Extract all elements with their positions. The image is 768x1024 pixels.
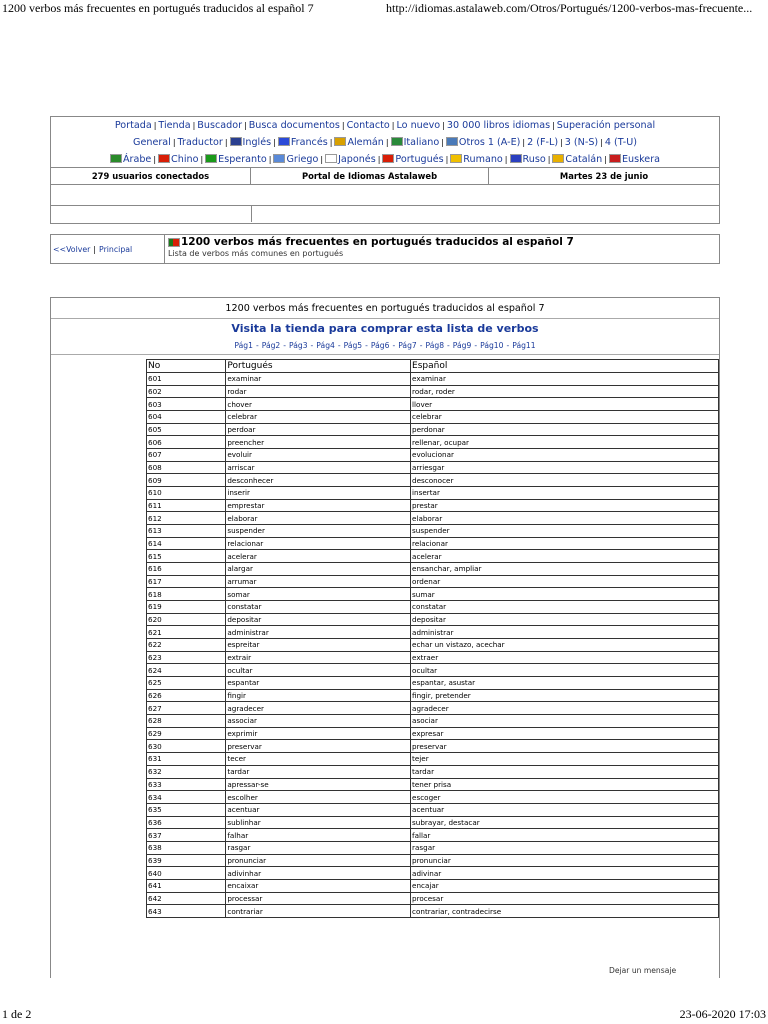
column-header-portuguese: Portugués — [226, 360, 411, 373]
nav-link-3[interactable]: Busca documentos — [248, 120, 340, 131]
blank-row — [51, 206, 719, 222]
verb-number: 622 — [147, 639, 226, 652]
world-flag-icon — [446, 137, 458, 146]
spanish-translation: relacionar — [411, 537, 719, 550]
verb-number: 610 — [147, 487, 226, 500]
table-row — [147, 829, 719, 842]
separator: | — [200, 155, 204, 164]
spanish-translation: preservar — [411, 740, 719, 753]
portuguese-verb: exprimir — [226, 727, 411, 740]
spanish-translation: desconocer — [411, 474, 719, 487]
spanish-translation: agradecer — [411, 702, 719, 715]
gr-flag-icon — [273, 154, 285, 163]
table-row — [147, 689, 719, 702]
table-row — [147, 512, 719, 525]
spanish-translation: contrariar, contradecirse — [411, 905, 719, 918]
portuguese-verb: falhar — [226, 829, 411, 842]
page-link[interactable]: Pág9 — [452, 341, 472, 350]
separator: | — [273, 138, 276, 147]
page-link[interactable]: Pág3 — [289, 341, 308, 350]
table-row — [147, 461, 719, 474]
nav-language-link[interactable]: 4 (T-U) — [604, 137, 637, 148]
separator: | — [600, 138, 603, 147]
nav-language-link[interactable]: Esperanto — [218, 154, 267, 165]
portuguese-verb: perdoar — [226, 423, 411, 436]
table-row — [147, 854, 719, 867]
print-page-title: 1200 verbos más frecuentes en portugués traducidos al español 7 — [2, 1, 314, 15]
table-row — [147, 525, 719, 538]
current-date: Martes 23 de junio — [559, 171, 649, 181]
spanish-translation: celebrar — [411, 411, 719, 424]
spanish-translation: suspender — [411, 525, 719, 538]
print-page-url: http://idiomas.astalaweb.com/Otros/Portugués/1200-verbos-mas-frecuente... — [386, 1, 753, 15]
table-row — [147, 816, 719, 829]
table-row — [147, 411, 719, 424]
verb-number: 620 — [147, 613, 226, 626]
verb-number: 636 — [147, 816, 226, 829]
portuguese-verb: elaborar — [226, 512, 411, 525]
site-navigation-box — [50, 116, 720, 224]
nav-language-link[interactable]: Árabe — [122, 154, 152, 165]
portuguese-verb: chover — [226, 398, 411, 411]
nav-language-link[interactable]: Portugués — [395, 154, 444, 165]
separator: | — [153, 155, 157, 164]
spanish-translation: depositar — [411, 613, 719, 626]
separator: - — [392, 341, 396, 350]
spanish-translation: ocultar — [411, 664, 719, 677]
separator: | — [391, 121, 395, 130]
ca-flag-icon — [552, 154, 564, 163]
portuguese-verb: desconhecer — [226, 474, 411, 487]
portuguese-verb: inserir — [226, 487, 411, 500]
table-row — [147, 373, 719, 386]
verb-number: 621 — [147, 626, 226, 639]
separator: | — [244, 121, 247, 130]
nav-link-7[interactable]: Superación personal — [556, 120, 656, 131]
separator: | — [153, 121, 157, 130]
spanish-translation: constatar — [411, 601, 719, 614]
nav-link-6[interactable]: 30 000 libros idiomas — [446, 120, 551, 131]
spanish-translation: fingir, pretender — [411, 689, 719, 702]
print-page-number: 1 de 2 — [2, 1007, 32, 1021]
separator: - — [419, 341, 423, 350]
nav-language-link[interactable]: Chino — [171, 154, 199, 165]
nav-language-link[interactable]: Ruso — [522, 154, 546, 165]
portugal-flag-icon — [168, 238, 180, 247]
spanish-translation: tardar — [411, 765, 719, 778]
separator: | — [560, 138, 563, 147]
fr-flag-icon — [278, 137, 290, 146]
portuguese-verb: depositar — [226, 613, 411, 626]
verb-number: 630 — [147, 740, 226, 753]
portuguese-verb: ocultar — [226, 664, 411, 677]
nav-language-link[interactable]: Griego — [286, 154, 319, 165]
portuguese-verb: fingir — [226, 689, 411, 702]
verb-number: 625 — [147, 677, 226, 690]
spanish-translation: perdonar — [411, 423, 719, 436]
verb-number: 602 — [147, 385, 226, 398]
page-link[interactable]: Pág2 — [261, 341, 281, 350]
spanish-translation: acentuar — [411, 803, 719, 816]
table-row — [147, 436, 719, 449]
verb-number: 624 — [147, 664, 226, 677]
separator: | — [224, 138, 228, 147]
separator: | — [192, 121, 196, 130]
table-row — [147, 449, 719, 462]
table-row — [147, 499, 719, 512]
sa-flag-icon — [110, 154, 122, 163]
separator: | — [504, 155, 508, 164]
page-title-box — [50, 234, 720, 264]
verb-number: 615 — [147, 550, 226, 563]
nav-language-link[interactable]: Japonés — [338, 154, 376, 165]
verb-number: 603 — [147, 398, 226, 411]
portuguese-verb: associar — [226, 715, 411, 728]
portuguese-verb: acelerar — [226, 550, 411, 563]
page-link[interactable]: Pág6 — [370, 341, 390, 350]
spanish-translation: evolucionar — [411, 449, 719, 462]
portuguese-verb: pronunciar — [226, 854, 411, 867]
table-row — [147, 905, 719, 918]
separator: - — [255, 341, 259, 350]
verb-number: 635 — [147, 803, 226, 816]
verb-number: 631 — [147, 753, 226, 766]
spanish-translation: expresar — [411, 727, 719, 740]
nav-language-link[interactable]: Traductor — [177, 137, 223, 148]
verb-number: 626 — [147, 689, 226, 702]
separator: | — [441, 138, 444, 147]
portuguese-verb: rodar — [226, 385, 411, 398]
spanish-translation: sumar — [411, 588, 719, 601]
separator: | — [385, 138, 389, 147]
portuguese-verb: preservar — [226, 740, 411, 753]
spanish-translation: llover — [411, 398, 719, 411]
table-row — [147, 563, 719, 576]
verb-number: 633 — [147, 778, 226, 791]
shop-link[interactable]: Visita la tienda para comprar esta lista de verbos — [231, 321, 539, 335]
spanish-translation: acelerar — [411, 550, 719, 563]
spanish-translation: insertar — [411, 487, 719, 500]
status-row — [51, 167, 719, 185]
spanish-translation: prestar — [411, 499, 719, 512]
pt-flag-icon — [382, 154, 394, 163]
separator: - — [447, 341, 450, 350]
verb-number: 612 — [147, 512, 226, 525]
portuguese-verb: tecer — [226, 753, 411, 766]
spanish-translation: ordenar — [411, 575, 719, 588]
portuguese-verb: sublinhar — [226, 816, 411, 829]
verb-number: 606 — [147, 436, 226, 449]
table-row — [147, 727, 719, 740]
verb-number: 613 — [147, 525, 226, 538]
verb-number: 643 — [147, 905, 226, 918]
verb-number: 634 — [147, 791, 226, 804]
table-row — [147, 702, 719, 715]
spanish-translation: espantar, asustar — [411, 677, 719, 690]
portuguese-verb: espantar — [226, 677, 411, 690]
table-row — [147, 613, 719, 626]
table-row — [147, 639, 719, 652]
separator: | — [522, 138, 526, 147]
table-row — [147, 664, 719, 677]
nav-link-2[interactable]: Buscador — [197, 120, 243, 131]
portuguese-verb: rasgar — [226, 841, 411, 854]
verb-list-box — [50, 297, 720, 978]
page-link[interactable]: Pág4 — [316, 341, 335, 350]
verb-number: 637 — [147, 829, 226, 842]
portuguese-verb: administrar — [226, 626, 411, 639]
ro-flag-icon — [450, 154, 462, 163]
back-links: <<Volver | Principal — [51, 235, 165, 263]
nav-language-link[interactable]: Inglés — [242, 137, 272, 148]
print-header — [0, 0, 768, 20]
separator: | — [445, 155, 449, 164]
portuguese-verb: suspender — [226, 525, 411, 538]
spanish-translation: asociar — [411, 715, 719, 728]
portuguese-verb: emprestar — [226, 499, 411, 512]
nav-row-languages-2 — [51, 151, 719, 168]
verb-number: 618 — [147, 588, 226, 601]
print-footer — [0, 1007, 768, 1024]
portuguese-verb: somar — [226, 588, 411, 601]
nav-language-link[interactable]: 2 (F-L) — [527, 137, 559, 148]
verb-number: 607 — [147, 449, 226, 462]
portuguese-verb: evoluir — [226, 449, 411, 462]
nav-language-link[interactable]: Otros 1 (A-E) — [458, 137, 521, 148]
page-link[interactable]: Pág8 — [425, 341, 445, 350]
portuguese-verb: extrair — [226, 651, 411, 664]
verb-number: 628 — [147, 715, 226, 728]
nav-link-5[interactable]: Lo nuevo — [396, 120, 441, 131]
verb-number: 629 — [147, 727, 226, 740]
print-datetime: 23-06-2020 17:03 — [679, 1007, 766, 1021]
portuguese-verb: tardar — [226, 765, 411, 778]
verb-number: 611 — [147, 499, 226, 512]
verb-number: 604 — [147, 411, 226, 424]
nav-link-4[interactable]: Contacto — [346, 120, 390, 131]
separator: - — [310, 341, 314, 350]
portuguese-verb: contrariar — [226, 905, 411, 918]
spanish-translation: rasgar — [411, 841, 719, 854]
table-row — [147, 651, 719, 664]
table-row — [147, 765, 719, 778]
table-row — [147, 423, 719, 436]
nav-language-link[interactable]: Alemán — [347, 137, 384, 148]
verb-number: 608 — [147, 461, 226, 474]
spanish-translation: rodar, roder — [411, 385, 719, 398]
portuguese-verb: relacionar — [226, 537, 411, 550]
spanish-translation: extraer — [411, 651, 719, 664]
table-row — [147, 879, 719, 892]
separator: | — [442, 121, 445, 130]
page-link[interactable]: Pág10 — [480, 341, 504, 350]
table-row — [147, 537, 719, 550]
separator: | — [320, 155, 324, 164]
portuguese-verb: acentuar — [226, 803, 411, 816]
separator: | — [172, 138, 176, 147]
table-row — [147, 715, 719, 728]
portuguese-verb: arrumar — [226, 575, 411, 588]
table-row — [147, 385, 719, 398]
table-row — [147, 575, 719, 588]
principal-link[interactable]: Principal — [99, 244, 133, 254]
verb-number: 614 — [147, 537, 226, 550]
portuguese-verb: escolher — [226, 791, 411, 804]
portuguese-verb: espreitar — [226, 639, 411, 652]
verb-number: 617 — [147, 575, 226, 588]
verb-number: 642 — [147, 892, 226, 905]
page-link[interactable]: Pág7 — [398, 341, 417, 350]
spanish-translation: subrayar, destacar — [411, 816, 719, 829]
table-row — [147, 588, 719, 601]
verb-number: 627 — [147, 702, 226, 715]
spanish-translation: pronunciar — [411, 854, 719, 867]
verbs-table — [146, 359, 719, 918]
verb-list-title: 1200 verbos más frecuentes en portugués traducidos al español 7 — [51, 298, 719, 319]
separator: - — [365, 341, 368, 350]
separator: | — [329, 138, 333, 147]
nav-language-link[interactable]: Francés — [290, 137, 328, 148]
spanish-translation: tejer — [411, 753, 719, 766]
table-row — [147, 550, 719, 563]
blank-row — [51, 185, 719, 206]
verb-number: 638 — [147, 841, 226, 854]
page-link[interactable]: Pág11 — [512, 341, 536, 350]
table-row — [147, 474, 719, 487]
separator: | — [604, 155, 607, 164]
pagination — [51, 337, 719, 355]
spanish-translation: examinar — [411, 373, 719, 386]
table-row — [147, 398, 719, 411]
table-row — [147, 791, 719, 804]
nav-language-link[interactable]: Italiano — [403, 137, 440, 148]
separator: - — [474, 341, 478, 350]
verb-number: 640 — [147, 867, 226, 880]
nav-link-0[interactable]: Portada — [114, 120, 152, 131]
separator: - — [506, 341, 510, 350]
nav-row-main — [51, 117, 719, 134]
leave-message-link[interactable]: Dejar un mensaje — [609, 966, 677, 975]
separator: | — [552, 121, 555, 130]
page-link[interactable]: Pág5 — [343, 341, 363, 350]
cn-flag-icon — [158, 154, 170, 163]
spanish-translation: tener prisa — [411, 778, 719, 791]
spanish-translation: elaborar — [411, 512, 719, 525]
table-row — [147, 892, 719, 905]
table-row — [147, 803, 719, 816]
ru-flag-icon — [510, 154, 522, 163]
separator: | — [341, 121, 345, 130]
column-header-spanish: Español — [411, 360, 719, 373]
verb-number: 616 — [147, 563, 226, 576]
de-flag-icon — [334, 137, 346, 146]
verb-number: 639 — [147, 854, 226, 867]
spanish-translation: encajar — [411, 879, 719, 892]
portuguese-verb: apressar-se — [226, 778, 411, 791]
verb-number: 632 — [147, 765, 226, 778]
spanish-translation: fallar — [411, 829, 719, 842]
eu-flag-icon — [609, 154, 621, 163]
table-row — [147, 601, 719, 614]
portuguese-verb: alargar — [226, 563, 411, 576]
table-row — [147, 677, 719, 690]
portuguese-verb: agradecer — [226, 702, 411, 715]
verb-number: 619 — [147, 601, 226, 614]
spanish-translation: ensanchar, ampliar — [411, 563, 719, 576]
spanish-translation: administrar — [411, 626, 719, 639]
separator: - — [337, 341, 341, 350]
spanish-translation: echar un vistazo, acechar — [411, 639, 719, 652]
page-heading: 1200 verbos más frecuentes en portugués traducidos al español 7 — [181, 236, 574, 248]
table-row — [147, 740, 719, 753]
portal-name: Portal de Idiomas Astalaweb — [251, 168, 489, 184]
spanish-translation: escoger — [411, 791, 719, 804]
separator: - — [283, 341, 286, 350]
back-link[interactable]: <<Volver — [53, 244, 91, 254]
table-row — [147, 778, 719, 791]
table-row — [147, 867, 719, 880]
table-row — [147, 626, 719, 639]
page-link[interactable]: Pág1 — [234, 341, 253, 350]
table-header-row — [147, 360, 719, 373]
portuguese-verb: encaixar — [226, 879, 411, 892]
table-row — [147, 487, 719, 500]
table-row — [147, 753, 719, 766]
spanish-translation: rellenar, ocupar — [411, 436, 719, 449]
portuguese-verb: celebrar — [226, 411, 411, 424]
separator: | — [377, 155, 381, 164]
portuguese-verb: examinar — [226, 373, 411, 386]
nav-link-1[interactable]: Tienda — [158, 120, 191, 131]
page-subtitle: Lista de verbos más comunes en portugués — [168, 249, 344, 258]
spanish-translation: adivinar — [411, 867, 719, 880]
portuguese-verb: preencher — [226, 436, 411, 449]
verb-number: 641 — [147, 879, 226, 892]
spanish-translation: procesar — [411, 892, 719, 905]
spanish-translation: arriesgar — [411, 461, 719, 474]
nav-language-link[interactable]: 3 (N-S) — [564, 137, 599, 148]
portuguese-verb: processar — [226, 892, 411, 905]
verb-number: 609 — [147, 474, 226, 487]
verb-number: 605 — [147, 423, 226, 436]
nav-language-link[interactable]: Catalán — [565, 154, 603, 165]
portuguese-verb: constatar — [226, 601, 411, 614]
nav-language-link[interactable]: General — [133, 137, 171, 148]
portuguese-verb: adivinhar — [226, 867, 411, 880]
nav-language-link[interactable]: Rumano — [463, 154, 503, 165]
uk-flag-icon — [230, 137, 242, 146]
portuguese-verb: arriscar — [226, 461, 411, 474]
it-flag-icon — [391, 137, 403, 146]
online-users-count: 279 usuarios conectados — [51, 168, 251, 184]
verb-number: 601 — [147, 373, 226, 386]
table-row — [147, 841, 719, 854]
nav-language-link[interactable]: Euskera — [621, 154, 661, 165]
eo-flag-icon — [205, 154, 217, 163]
verb-number: 623 — [147, 651, 226, 664]
separator: | — [268, 155, 272, 164]
nav-row-languages-1 — [51, 134, 719, 151]
separator: | — [547, 155, 551, 164]
jp-flag-icon — [325, 154, 337, 163]
column-header-no: No — [147, 360, 226, 373]
